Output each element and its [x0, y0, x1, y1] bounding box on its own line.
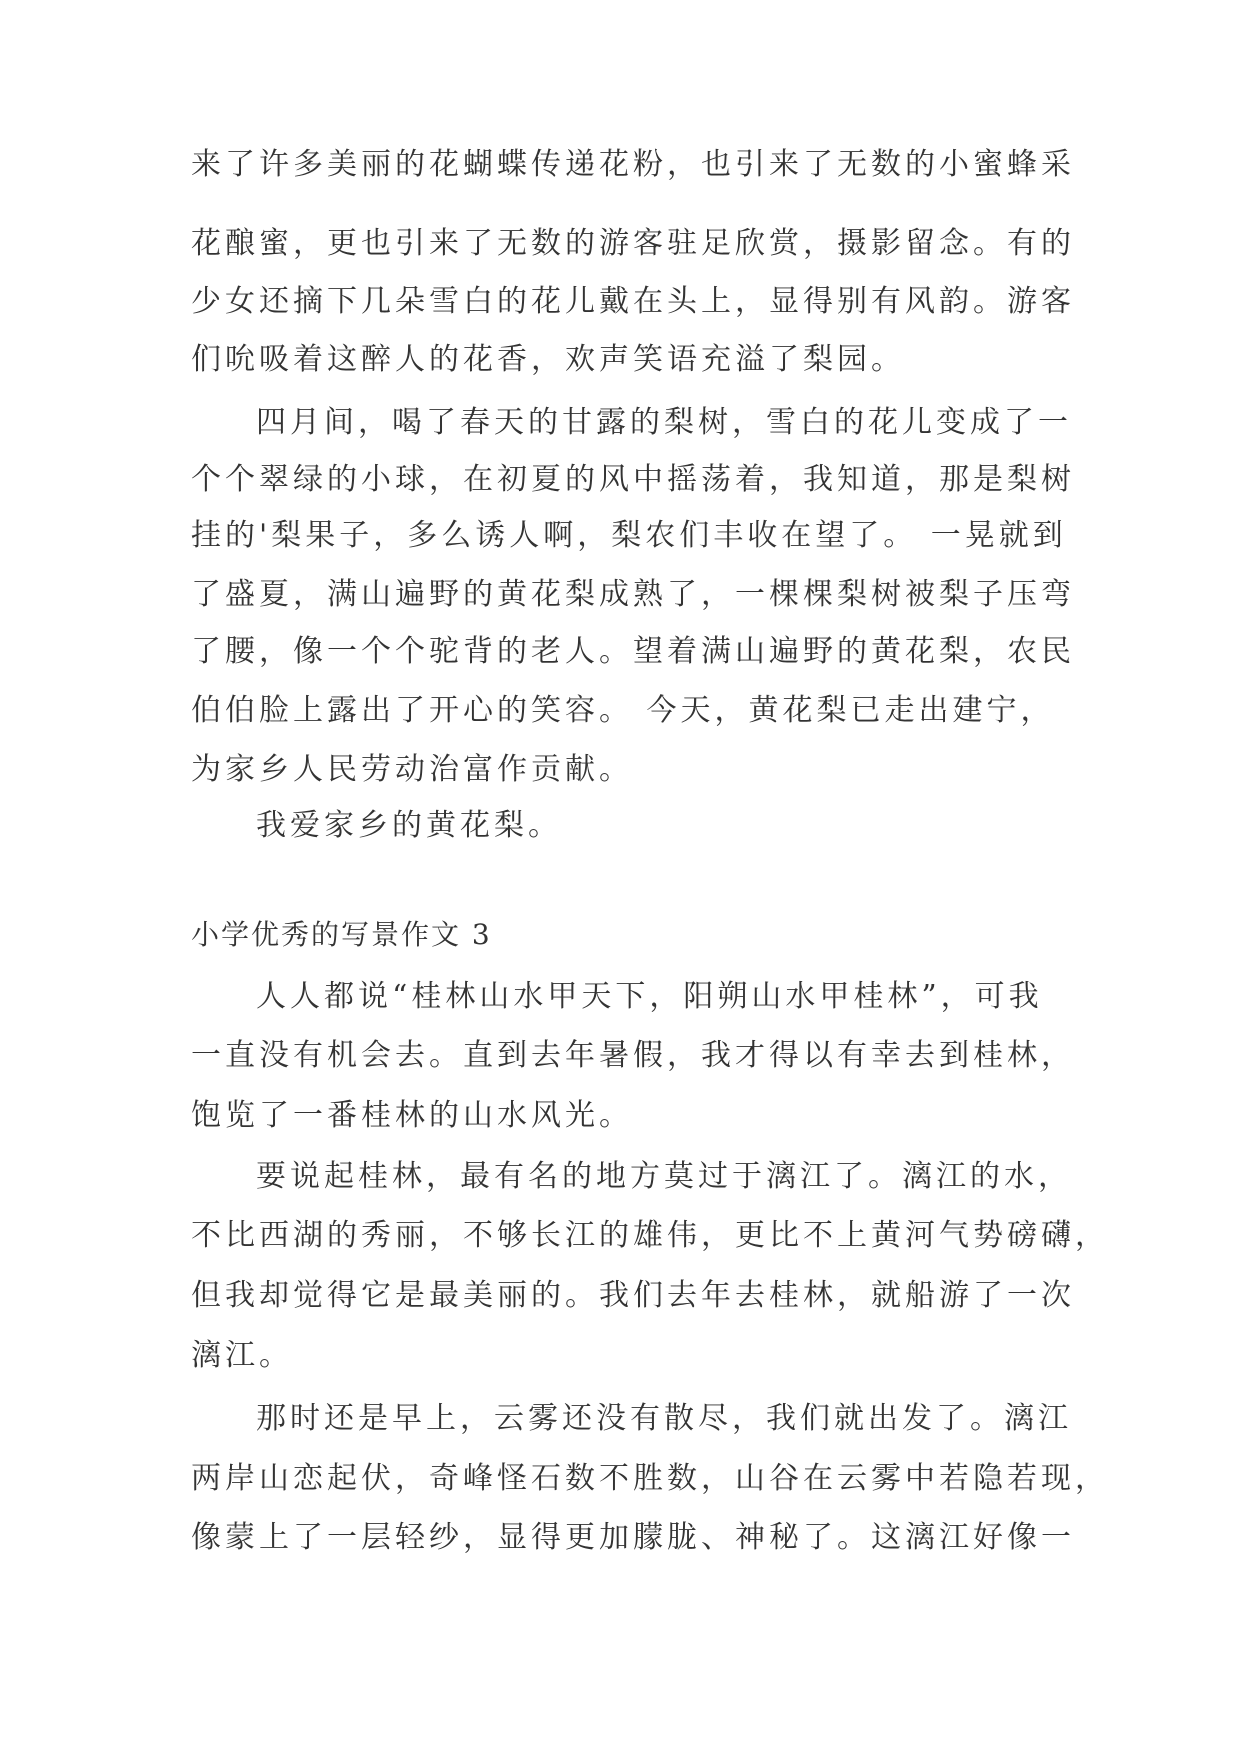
- text-line: 来了许多美丽的花蝴蝶传递花粉，也引来了无数的小蜜蜂采: [191, 147, 1075, 182]
- text-line: 四月间，喝了春天的甘露的梨树，雪白的花儿变成了一: [256, 405, 1072, 440]
- text-line: 不比西湖的秀丽，不够长江的雄伟，更比不上黄河气势磅礴，: [191, 1218, 1109, 1253]
- text-line: 人人都说“桂林山水甲天下，阳朔山水甲桂林”，可我: [256, 979, 1043, 1014]
- text-line: 但我却觉得它是最美丽的。我们去年去桂林，就船游了一次: [191, 1278, 1075, 1313]
- text-line: 了盛夏，满山遍野的黄花梨成熟了，一棵棵梨树被梨子压弯: [191, 577, 1075, 612]
- text-line: 花酿蜜，更也引来了无数的游客驻足欣赏，摄影留念。有的: [191, 226, 1075, 261]
- text-line: 我爱家乡的黄花梨。: [256, 808, 562, 843]
- text-line: 少女还摘下几朵雪白的花儿戴在头上，显得别有风韵。游客: [191, 284, 1075, 319]
- text-line: 饱览了一番桂林的山水风光。: [191, 1098, 633, 1133]
- section-heading: 小学优秀的写景作文 3: [191, 918, 492, 951]
- text-line: 伯伯脸上露出了开心的笑容。 今天，黄花梨已走出建宁，: [191, 693, 1055, 728]
- text-line: 两岸山恋起伏，奇峰怪石数不胜数，山谷在云雾中若隐若现，: [191, 1461, 1109, 1496]
- text-line: 像蒙上了一层轻纱，显得更加朦胧、神秘了。这漓江好像一: [191, 1520, 1075, 1555]
- text-line: 挂的'梨果子，多么诱人啊，梨农们丰收在望了。 一晃就到: [191, 518, 1067, 553]
- text-line: 为家乡人民劳动治富作贡献。: [191, 752, 633, 787]
- text-line: 个个翠绿的小球，在初夏的风中摇荡着，我知道，那是梨树: [191, 462, 1075, 497]
- text-line: 要说起桂林，最有名的地方莫过于漓江了。漓江的水，: [256, 1159, 1072, 1194]
- text-line: 了腰，像一个个驼背的老人。望着满山遍野的黄花梨，农民: [191, 634, 1075, 669]
- text-line: 那时还是早上，云雾还没有散尽，我们就出发了。漓江: [256, 1401, 1072, 1436]
- text-line: 们吮吸着这醉人的花香，欢声笑语充溢了梨园。: [191, 342, 905, 377]
- text-line: 漓江。: [191, 1338, 293, 1373]
- text-line: 一直没有机会去。直到去年暑假，我才得以有幸去到桂林，: [191, 1038, 1075, 1073]
